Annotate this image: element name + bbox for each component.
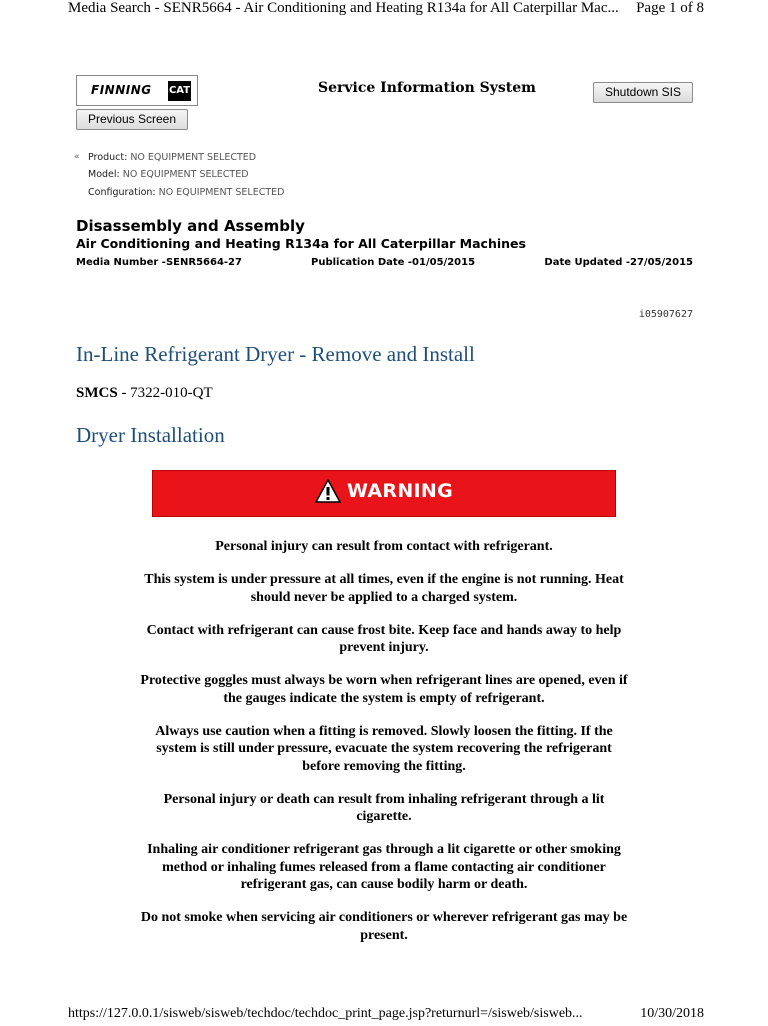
smcs-value: - 7322-010-QT — [117, 385, 213, 401]
configuration-value: NO EQUIPMENT SELECTED — [158, 187, 285, 198]
warning-paragraph: Inhaling air conditioner refrigerant gas through a lit cigarette or other smoking method or inhaling fumes released from a flame contacting air conditioner refrigerant gas, can cause bodily harm or death. — [147, 842, 621, 892]
equipment-product-row — [76, 152, 256, 163]
warning-paragraph: Contact with refrigerant can cause frost bite. Keep face and hands away to help prevent injury. — [146, 622, 622, 655]
equipment-configuration-row — [76, 187, 284, 198]
print-header-title: Media Search - SENR5664 - Air Conditioning and Heating R134a for All Caterpillar Mac... — [68, 0, 619, 16]
date-updated: Date Updated -27/05/2015 — [544, 257, 693, 268]
model-value: NO EQUIPMENT SELECTED — [122, 169, 249, 180]
shutdown-sis-button[interactable]: Shutdown SIS — [593, 82, 693, 103]
warning-triangle-icon — [315, 479, 341, 503]
warning-paragraph: Personal injury or death can result from inhaling refrigerant through a lit cigarette. — [163, 791, 605, 824]
warning-paragraph: Always use caution when a fitting is removed. Slowly loosen the fitting. If the system is still under pressure, evacuate the system recovering the refrigerant before removing the fitting. — [155, 723, 613, 774]
publication-date: Publication Date -01/05/2015 — [311, 257, 476, 268]
warning-label: WARNING — [346, 480, 453, 502]
sis-title: Service Information System — [318, 80, 536, 96]
product-value: NO EQUIPMENT SELECTED — [130, 152, 257, 163]
document-id: i05907627 — [638, 309, 693, 320]
print-footer — [68, 1006, 704, 1026]
print-footer-date: 10/30/2018 — [640, 1006, 704, 1021]
document-subheading: Air Conditioning and Heating R134a for All Caterpillar Machines — [76, 236, 526, 251]
model-label: Model: — [88, 169, 120, 180]
equipment-model-row — [76, 169, 249, 180]
configuration-label: Configuration: — [88, 187, 156, 198]
warning-paragraph: Protective goggles must always be worn when refrigerant lines are opened, even if the gauges indicate the system is empty of refrigerant. — [140, 673, 628, 706]
collapse-arrow-icon[interactable]: « — [74, 152, 80, 162]
warning-banner — [152, 470, 616, 517]
print-header-page-number: Page 1 of 8 — [636, 0, 704, 16]
warning-text — [140, 538, 628, 960]
warning-paragraph: This system is under pressure at all times, even if the engine is not running. Heat should never be applied to a charged system. — [144, 572, 624, 605]
finning-cat-logo — [76, 75, 198, 106]
page-title: In-Line Refrigerant Dryer - Remove and Install — [76, 342, 475, 366]
print-footer-url: https://127.0.0.1/sisweb/sisweb/techdoc/techdoc_print_page.jsp?returnurl=/sisweb/sisweb... — [68, 1006, 583, 1021]
cat-logo-text: CAT — [168, 81, 191, 101]
smcs-label: SMCS — [76, 385, 118, 401]
previous-screen-button[interactable]: Previous Screen — [76, 109, 188, 130]
section-title: Dryer Installation — [76, 423, 225, 447]
media-number: Media Number -SENR5664-27 — [76, 257, 242, 268]
product-label: Product: — [88, 152, 128, 163]
warning-paragraph: Personal injury can result from contact with refrigerant. — [215, 539, 553, 554]
warning-paragraph: Do not smoke when servicing air conditioners or wherever refrigerant gas may be present. — [140, 910, 628, 943]
document-heading: Disassembly and Assembly — [76, 217, 305, 235]
smcs-code — [76, 385, 213, 402]
finning-logo-text: FINNING — [91, 83, 152, 97]
print-header — [68, 0, 704, 20]
